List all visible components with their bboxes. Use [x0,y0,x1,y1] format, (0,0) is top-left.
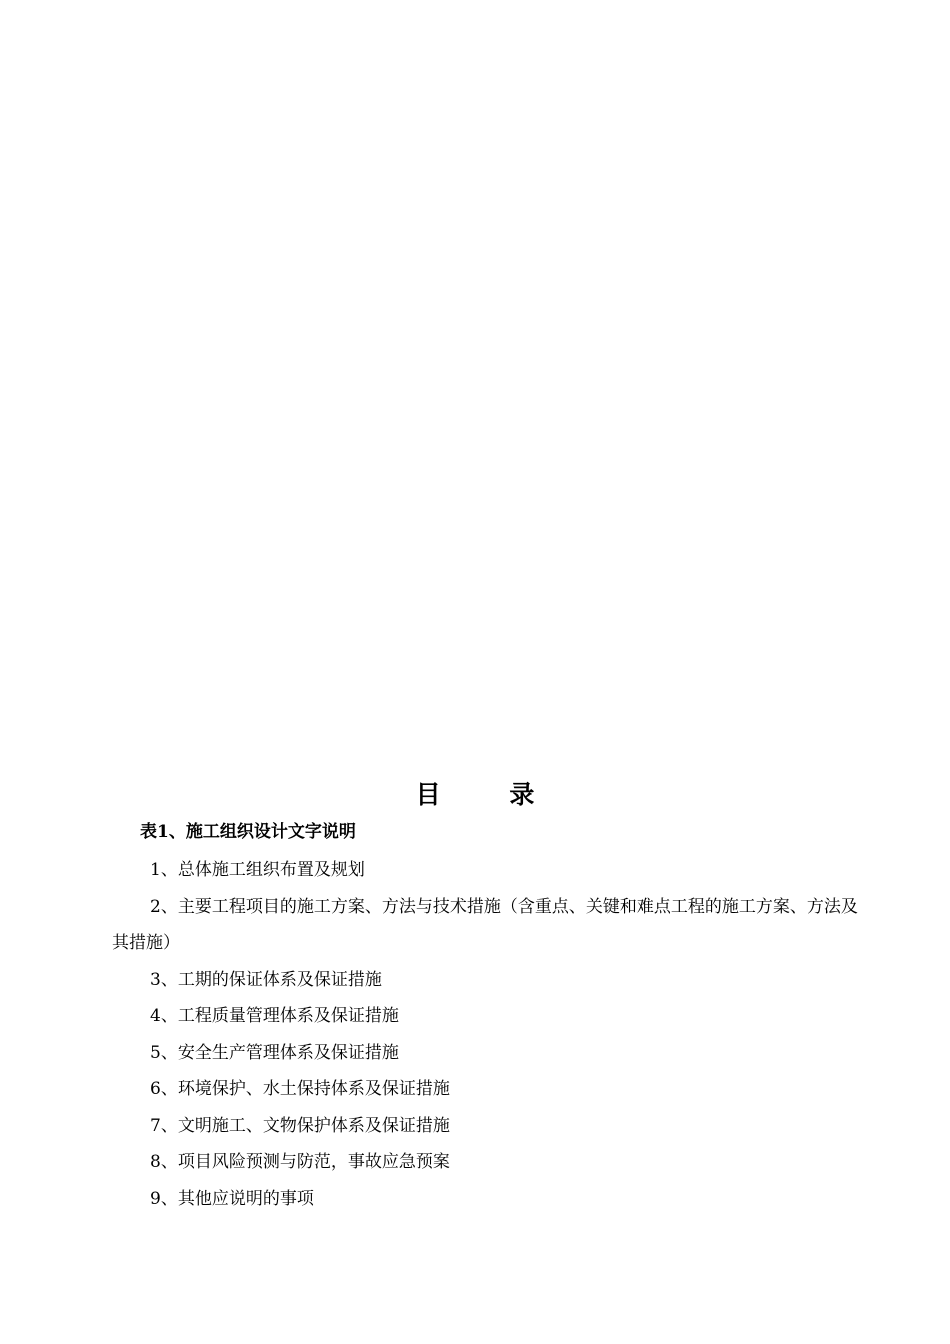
toc-item-3: 3、工期的保证体系及保证措施 [150,969,382,990]
toc-section-heading: 表1、施工组织设计文字说明 [140,822,356,842]
toc-item-8: 8、项目风险预测与防范，事故应急预案 [150,1152,450,1172]
toc-list [112,852,872,1217]
toc-title: 目 录 [415,780,565,809]
toc-item-5: 5、安全生产管理体系及保证措施 [150,1042,399,1063]
toc-item-2: 2、主要工程项目的施工方案、方法与技术措施（含重点、关键和难点工程的施工方案、方法及其措施） [112,896,858,953]
toc-item-1: 1、总体施工组织布置及规划 [150,860,365,880]
toc-item-7: 7、文明施工、文物保护体系及保证措施 [150,1115,450,1136]
toc-item-6: 6、环境保护、水土保持体系及保证措施 [150,1079,450,1099]
toc-item-9: 9、其他应说明的事项 [150,1188,314,1209]
toc-item-4: 4、工程质量管理体系及保证措施 [150,1006,399,1026]
